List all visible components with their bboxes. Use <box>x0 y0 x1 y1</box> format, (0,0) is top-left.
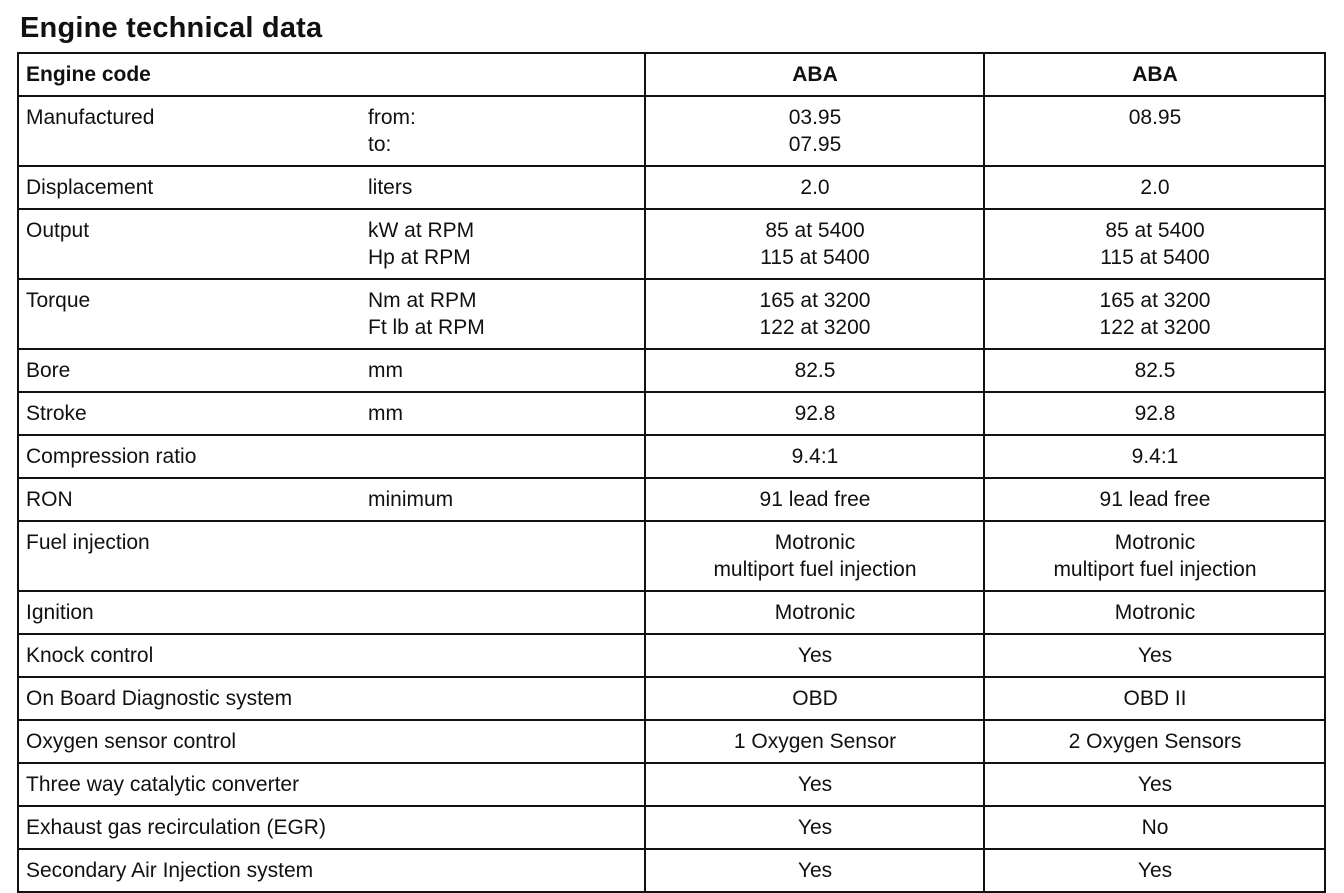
parameter-name: Compression ratio <box>26 445 197 468</box>
value-cell-column-2: Yes <box>984 763 1325 806</box>
value-cell-column-1: Yes <box>645 763 984 806</box>
table-header-row <box>18 53 1325 96</box>
parameter-unit: mm <box>368 402 403 425</box>
parameter-cell <box>18 209 645 279</box>
parameter-name: Bore <box>26 359 71 382</box>
value-cell-column-1: Motronic <box>645 591 984 634</box>
table-row <box>18 209 1325 279</box>
value-cell-column-2: Motronic multiport fuel injection <box>984 521 1325 591</box>
parameter-name: Output <box>26 219 90 242</box>
table-row <box>18 720 1325 763</box>
parameter-cell <box>18 763 645 806</box>
parameter-name: Displacement <box>26 176 154 199</box>
parameter-name: Manufactured <box>26 106 155 129</box>
parameter-cell <box>18 96 645 166</box>
engine-code-label: Engine code <box>18 53 645 96</box>
value-cell-column-1: OBD <box>645 677 984 720</box>
parameter-cell <box>18 677 645 720</box>
parameter-cell <box>18 591 645 634</box>
value-cell-column-2: Yes <box>984 849 1325 892</box>
value-cell-column-2: 08.95 <box>984 96 1325 166</box>
value-cell-column-1: 92.8 <box>645 392 984 435</box>
parameter-cell <box>18 435 645 478</box>
value-cell-column-2: 92.8 <box>984 392 1325 435</box>
value-cell-column-2: 85 at 5400 115 at 5400 <box>984 209 1325 279</box>
parameter-name: Torque <box>26 289 91 312</box>
value-cell-column-1: 82.5 <box>645 349 984 392</box>
table-row <box>18 279 1325 349</box>
parameter-cell <box>18 349 645 392</box>
value-cell-column-1: 165 at 3200 122 at 3200 <box>645 279 984 349</box>
value-cell-column-2: 82.5 <box>984 349 1325 392</box>
table-row <box>18 677 1325 720</box>
value-cell-column-1: Yes <box>645 849 984 892</box>
parameter-cell <box>18 521 645 591</box>
value-cell-column-2: Yes <box>984 634 1325 677</box>
parameter-unit: from: to: <box>368 106 416 156</box>
value-cell-column-2: No <box>984 806 1325 849</box>
value-cell-column-1: Yes <box>645 806 984 849</box>
parameter-name: On Board Diagnostic system <box>26 687 293 710</box>
table-row <box>18 166 1325 209</box>
value-cell-column-1: Motronic multiport fuel injection <box>645 521 984 591</box>
parameter-cell <box>18 478 645 521</box>
value-cell-column-2: Motronic <box>984 591 1325 634</box>
engine-data-table <box>17 52 1326 893</box>
table-row <box>18 96 1325 166</box>
parameter-name: RON <box>26 488 73 511</box>
value-cell-column-2: 2.0 <box>984 166 1325 209</box>
value-cell-column-1: 03.95 07.95 <box>645 96 984 166</box>
table-row <box>18 849 1325 892</box>
engine-code-column-2: ABA <box>984 53 1325 96</box>
parameter-cell <box>18 634 645 677</box>
table-row <box>18 435 1325 478</box>
parameter-unit: minimum <box>368 488 454 511</box>
engine-data-table-body <box>18 53 1325 892</box>
parameter-unit: Nm at RPM Ft lb at RPM <box>368 289 485 339</box>
parameter-name: Three way catalytic converter <box>26 773 300 796</box>
table-row <box>18 521 1325 591</box>
value-cell-column-1: 91 lead free <box>645 478 984 521</box>
table-row <box>18 806 1325 849</box>
parameter-name: Oxygen sensor control <box>26 730 237 753</box>
parameter-name: Stroke <box>26 402 87 425</box>
parameter-name: Knock control <box>26 644 154 667</box>
table-row <box>18 634 1325 677</box>
parameter-name: Fuel injection <box>26 531 150 554</box>
parameter-cell <box>18 720 645 763</box>
value-cell-column-1: 9.4:1 <box>645 435 984 478</box>
parameter-unit: mm <box>368 359 403 382</box>
page-title: Engine technical data <box>20 12 323 44</box>
parameter-name: Exhaust gas recirculation (EGR) <box>26 816 326 839</box>
value-cell-column-1: 85 at 5400 115 at 5400 <box>645 209 984 279</box>
parameter-unit: kW at RPM Hp at RPM <box>368 219 475 269</box>
parameter-cell <box>18 279 645 349</box>
parameter-unit: liters <box>368 176 413 199</box>
value-cell-column-2: OBD II <box>984 677 1325 720</box>
value-cell-column-1: 1 Oxygen Sensor <box>645 720 984 763</box>
parameter-cell <box>18 806 645 849</box>
table-row <box>18 763 1325 806</box>
table-row <box>18 591 1325 634</box>
value-cell-column-2: 9.4:1 <box>984 435 1325 478</box>
parameter-name: Ignition <box>26 601 94 624</box>
table-row <box>18 392 1325 435</box>
parameter-name: Secondary Air Injection system <box>26 859 314 882</box>
value-cell-column-2: 165 at 3200 122 at 3200 <box>984 279 1325 349</box>
value-cell-column-2: 91 lead free <box>984 478 1325 521</box>
parameter-cell <box>18 392 645 435</box>
parameter-cell <box>18 849 645 892</box>
value-cell-column-1: 2.0 <box>645 166 984 209</box>
parameter-cell <box>18 166 645 209</box>
value-cell-column-1: Yes <box>645 634 984 677</box>
table-row <box>18 349 1325 392</box>
engine-code-column-1: ABA <box>645 53 984 96</box>
table-row <box>18 478 1325 521</box>
value-cell-column-2: 2 Oxygen Sensors <box>984 720 1325 763</box>
